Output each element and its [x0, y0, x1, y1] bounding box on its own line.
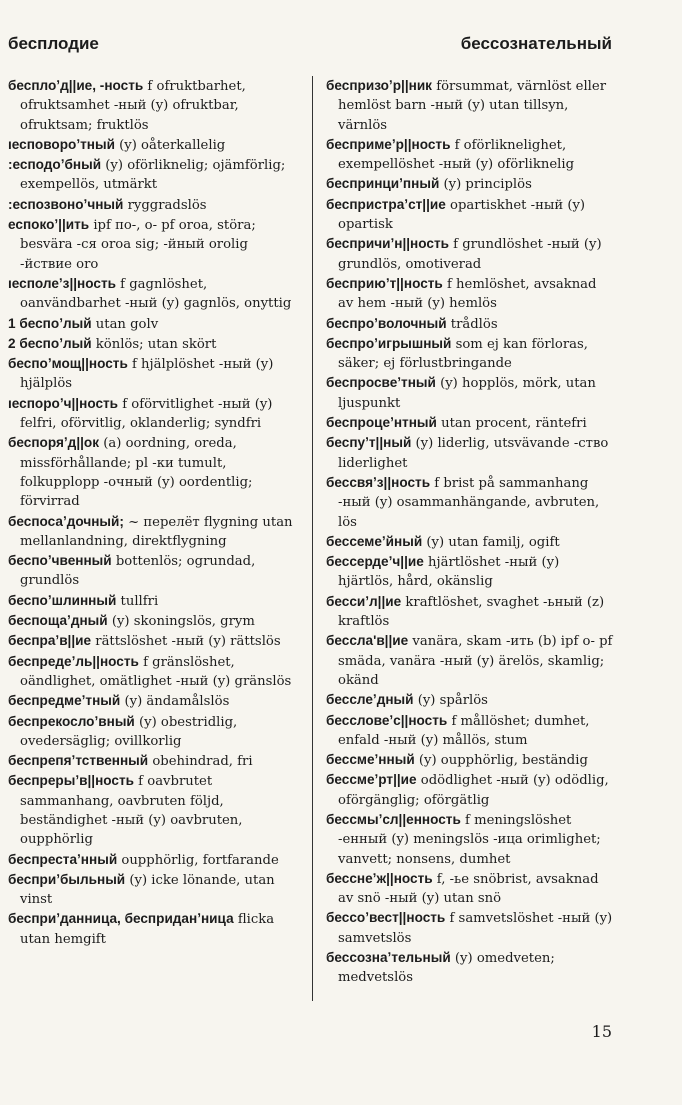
dictionary-entry: бессмеʼрт||ие odödlighet -ный (y) odödlig, oförgänglig; oförgätlig	[326, 772, 609, 808]
dictionary-entry: беспричиʼн||ность f grundlöshet -ный (y) grundlös, omotiverad	[326, 236, 602, 272]
dictionary-entry: бессиʼл||ие kraftlöshet, svaghet -ьный (z) kraftlös	[326, 593, 605, 630]
dictionary-entry: бессвяʼз||ность f brist på sammanhang -ный (y) osammanhängande, avbruten, lös	[326, 474, 600, 530]
dictionary-entry: беспрепяʼтственный obehindrad, fri	[8, 753, 253, 770]
running-header	[8, 34, 612, 60]
dictionary-entry: беспощаʼдный (y) skoningslös, grym	[8, 613, 255, 630]
dictionary-entry: беспросвеʼтный (y) hopplös, mörk, utan ljuspunkt	[326, 375, 596, 411]
page-number: 15	[591, 1022, 612, 1041]
header-first-word: бесплодие	[8, 34, 99, 53]
dictionary-entry: :есподоʼбный (y) oförliknelig; ojämförlig; exempellös, utmärkt	[8, 157, 286, 193]
dictionary-entry: беспрерыʼв||ность f oavbrutet sammanhang, oavbruten följd, beständighet -ный (y) oavbruten, oupphörlig	[8, 773, 243, 848]
dictionary-entry: беспризоʼр||ник försummat, värnlöst eller hemlöst barn -ный (y) utan tillsyn, värnlös	[326, 78, 607, 133]
dictionary-entry: бессмеʼнный (y) oupphörlig, beständig	[326, 752, 588, 769]
dictionary-entry: бессмыʼсл||енность f meningslöshet -енный (y) meningslös -ица orimlighet; vanvett; nonsens, dumhet	[326, 811, 601, 867]
dictionary-entry: бессловеʼс||ность f mållöshet; dumhet, enfald -ный (y) mållös, stum	[326, 712, 590, 748]
dictionary-entry: беспредмеʼтный (y) ändamålslös	[8, 693, 230, 710]
dictionary-entry: ıесполеʼз||ность f gagnlöshet, oanvändbarhet -ный (y) gagnlös, onyttig	[8, 275, 292, 312]
dictionary-entry: еспокоʼ||ить ipf по-, о- pf oroa, störa; besvära -ся oroa sig; -йный orolig -йствие oro	[8, 217, 256, 272]
dictionary-entry: беспуʼт||ный (y) liderlig, utsvävande -ство liderlighet	[326, 435, 609, 471]
dictionary-entry: бесприюʼт||ность f hemlöshet, avsaknad av hem -ный (y) hemlös	[326, 275, 597, 312]
dictionary-entry: :еспозвоноʼчный ryggradslös	[8, 196, 207, 213]
dictionary-entry: бесслеʼдный (y) spårlös	[326, 692, 488, 709]
dictionary-entry: беспристраʼст||ие opartiskhet -ный (y) opartisk	[326, 196, 586, 233]
column-divider	[312, 76, 313, 1001]
dictionary-entry: бессемеʼйный (y) utan familj, ogift	[326, 533, 560, 550]
dictionary-entry: беспоʼчвенный bottenlös; ogrundad, grundlös	[8, 553, 256, 589]
dictionary-entry: бесприʼбыльный (y) icke lönande, utan vinst	[8, 871, 275, 908]
dictionary-entry: бесприʼданница, бесприданʼница flicka utan hemgift	[8, 911, 275, 947]
dictionary-entry: беспоʼмощ||ность f hjälplöshet -ный (y) hjälplös	[8, 356, 274, 392]
dictionary-entry: беспримеʼр||ность f oförliknelighet, exempellöshet -ный (y) oförliknelig	[326, 136, 575, 173]
dictionary-entry: бесплоʼд||ие, -ность f ofruktbarhet, ofruktsamhet -ный (y) ofruktbar, ofruktsam; fruktlös	[8, 78, 246, 133]
right-column	[326, 76, 613, 988]
dictionary-entry: ıесповороʼтный (y) oåterkallelig	[8, 136, 226, 153]
dictionary-entry: бессла'в||ие vanära, skam -ить (b) ipf о- pf smäda, vanära -ный (y) ärelös, skamlig; okänd	[326, 633, 613, 688]
dictionary-entry: беспрекослоʼвный (y) obestridlig, ovedersäglig; ovillkorlig	[8, 713, 238, 749]
dictionary-entry: бессознаʼтельный (y) omedveten; medvetslös	[326, 950, 555, 986]
dictionary-entry: ıеспороʼч||ность f oförvitlighet -ный (y) felfri, oförvitlig, oklanderlig; syndfri	[8, 395, 273, 432]
dictionary-entry: беспринциʼпный (y) principlös	[326, 176, 532, 193]
dictionary-entry: бессоʼвест||ность f samvetslöshet -ный (y) samvetslös	[326, 910, 613, 946]
dictionary-entry: беспредеʼль||ность f gränslöshet, oändlighet, omätlighet -ный (y) gränslös	[8, 653, 292, 689]
dictionary-entry: беспроʼволочный trådlös	[326, 315, 498, 332]
dictionary-entry: беспраʼв||ие rättslöshet -ный (y) rättslös	[8, 633, 281, 650]
left-column	[8, 76, 298, 949]
dictionary-entry: бесснеʼж||ность f, -ье snöbrist, avsaknad av snö -ный (y) utan snö	[326, 870, 599, 907]
dictionary-entry: беспроʼигрышный som ej kan förloras, säker; ej förlustbringande	[326, 335, 589, 372]
dictionary-entry: беспрестаʼнный oupphörlig, fortfarande	[8, 851, 279, 868]
dictionary-entry: беспоряʼд||ок (a) oordning, oreda, missförhållande; pl -ки tumult, folkupplopp -очный (y) oordentlig; förvirrad	[8, 435, 253, 510]
dictionary-entry: 2 беспоʼлый könlös; utan skört	[8, 335, 217, 352]
header-last-word: бессознательный	[460, 34, 612, 53]
dictionary-entry: 1 беспоʼлый utan golv	[8, 315, 159, 332]
dictionary-entry: беспосаʼдочный; ~ перелёт flygning utan mellanlandning, direktflygning	[8, 513, 293, 549]
dictionary-entry: беспроцеʼнтный utan procent, räntefri	[326, 415, 587, 432]
dictionary-entry: бессердеʼч||ие hjärtlöshet -ный (y) hjärtlös, hård, okänslig	[326, 554, 560, 590]
dictionary-entry: беспоʼшлинный tullfri	[8, 592, 159, 609]
